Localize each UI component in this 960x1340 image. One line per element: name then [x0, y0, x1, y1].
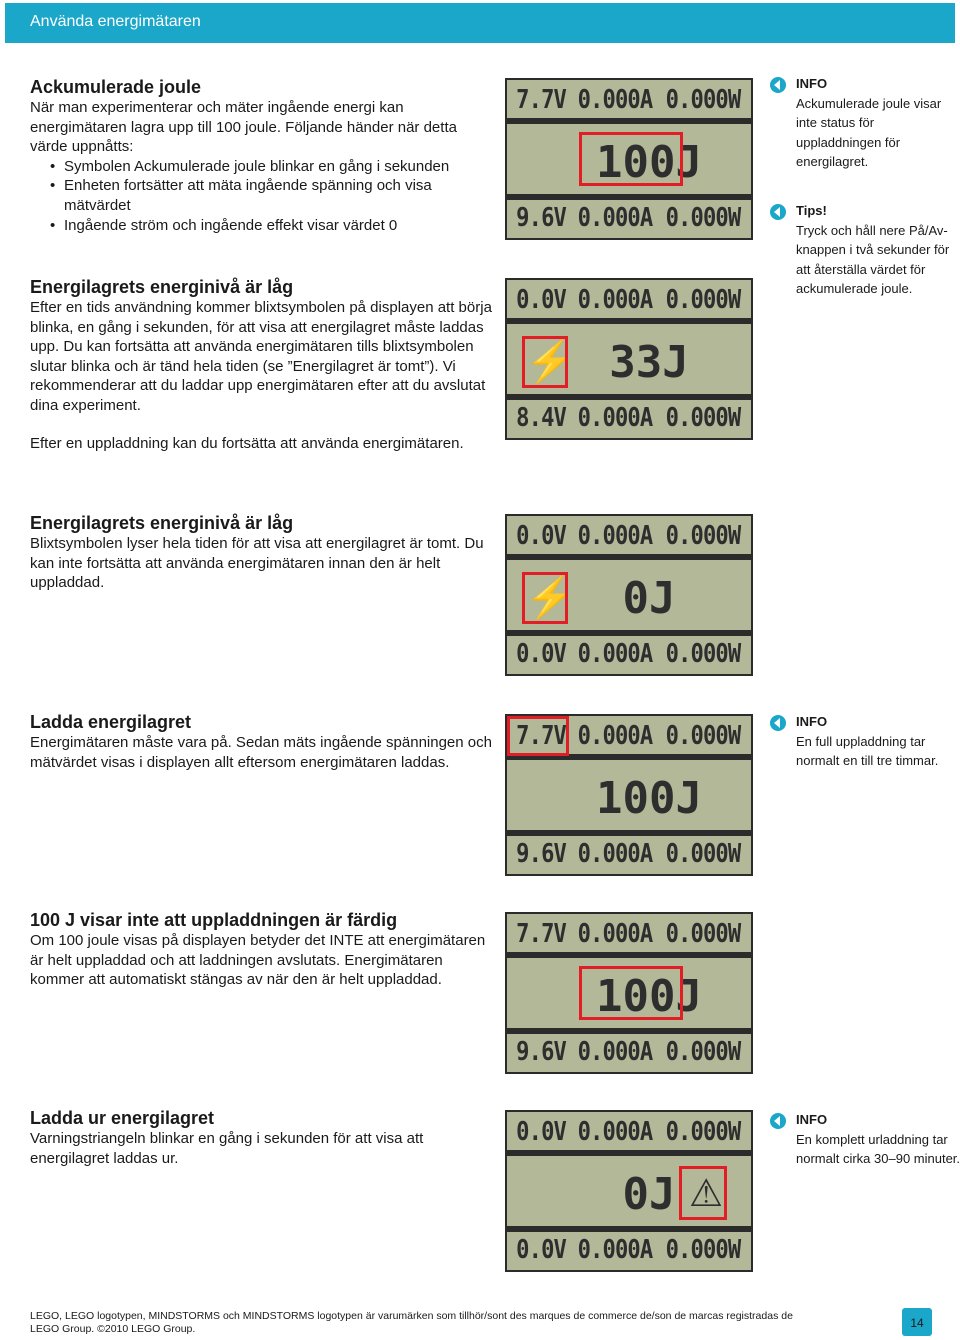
- info-arrow-icon: [769, 1112, 787, 1130]
- footer-legal-text: LEGO, LEGO logotypen, MINDSTORMS och MINDSTORMS logotypen är varumärken som tillhör/sont des marques de commerce de/son de marcas registradas de LEGO Group. ©2010 LEGO Group.: [30, 1310, 793, 1335]
- lightning-icon: ⚡: [525, 576, 575, 620]
- current-readout: 0.000A: [577, 1037, 653, 1067]
- current-readout: 0.000A: [577, 85, 653, 115]
- highlight-box: [522, 572, 575, 624]
- voltage-readout: 0.0V: [516, 1117, 566, 1147]
- section-accumulated-joule: [30, 76, 495, 235]
- voltage-readout: 0.0V: [516, 639, 566, 669]
- section-heading: Ackumulerade joule: [30, 77, 202, 97]
- sidenote-label: INFO: [796, 76, 828, 91]
- current-readout: 0.000A: [577, 521, 653, 551]
- page-header: [5, 3, 955, 43]
- sidenote-text: En full uppladdning tar normalt en till tre timmar.: [796, 733, 939, 769]
- lcd-top-row: [511, 518, 747, 554]
- lcd-display: [505, 514, 753, 676]
- highlight-box: [679, 1166, 727, 1220]
- lcd-display: [505, 714, 753, 876]
- current-readout: 0.000A: [577, 721, 653, 751]
- section-100j: [30, 909, 495, 990]
- page-number: 14: [902, 1308, 932, 1336]
- list-item: • Enheten fortsätter att mäta ingående spänning och visa mätvärdet: [30, 176, 495, 215]
- voltage-readout: 9.6V: [516, 1037, 566, 1067]
- lcd-display: [505, 1110, 753, 1272]
- lcd-bottom-row: [511, 1232, 747, 1268]
- voltage-readout: 7.7V: [516, 721, 566, 751]
- lcd-top-row: [511, 916, 747, 952]
- lcd-bottom-row: [511, 836, 747, 872]
- joule-readout: 100J: [596, 971, 702, 1022]
- sidenote-tips: [796, 201, 960, 299]
- current-readout: 0.000A: [577, 285, 653, 315]
- voltage-readout: 0.0V: [516, 1235, 566, 1265]
- power-readout: 0.000W: [665, 919, 741, 949]
- power-readout: 0.000W: [665, 285, 741, 315]
- list-item: • Ingående ström och ingående effekt visar värdet 0: [30, 216, 495, 236]
- section-text: Blixtsymbolen lyser hela tiden för att visa att energilagret är tomt. Du kan inte fortsätta att använda energimätaren innan den är helt uppladdad.: [30, 535, 484, 592]
- section-text: Om 100 joule visas på displayen betyder det INTE att energimätaren är helt uppladdad och att laddningen avslutats. Energimätaren kommer att automatiskt stängas av när den är helt uppladdad.: [30, 932, 486, 989]
- joule-readout: 100J: [596, 137, 702, 188]
- power-readout: 0.000W: [665, 1235, 741, 1265]
- sidenote-label: INFO: [796, 714, 828, 729]
- sidenote-info-2: [796, 712, 960, 771]
- section-heading: Ladda energilagret: [30, 712, 192, 732]
- lcd-bottom-row: [511, 200, 747, 236]
- power-readout: 0.000W: [665, 639, 741, 669]
- section-heading: 100 J visar inte att uppladdningen är färdig: [30, 910, 398, 930]
- lightning-icon: ⚡: [525, 340, 575, 384]
- voltage-readout: 0.0V: [516, 521, 566, 551]
- highlight-box: [507, 716, 569, 756]
- joule-readout: 0J: [622, 573, 676, 624]
- section-low-energy: [30, 276, 495, 453]
- tips-arrow-icon: [769, 203, 787, 221]
- lcd-bottom-row: [511, 636, 747, 672]
- section-text: Efter en tids användning kommer blixtsymbolen på displayen att börja blinka, en gång i sekunden, för att visa att energilagret måste laddas upp. Du kan fortsätta att använda energimätaren tills blixtsymbolen slutar blinka och är tänd hela tiden (se ”Energilagret är tomt”). Vi rekommenderar att du laddar upp energimätaren efter att du avslutat dina experiment.: [30, 299, 492, 414]
- current-readout: 0.000A: [577, 839, 653, 869]
- header-title: Använda energimätaren: [30, 13, 201, 30]
- power-readout: 0.000W: [665, 839, 741, 869]
- sidenote-info-3: [796, 1110, 960, 1169]
- bullet-list: [30, 157, 495, 235]
- power-readout: 0.000W: [665, 1037, 741, 1067]
- voltage-readout: 0.0V: [516, 285, 566, 315]
- current-readout: 0.000A: [577, 919, 653, 949]
- lcd-display: [505, 78, 753, 240]
- highlight-box: [579, 966, 683, 1020]
- voltage-readout: 7.7V: [516, 919, 566, 949]
- sidenote-label: Tips!: [796, 203, 827, 218]
- current-readout: 0.000A: [577, 403, 653, 433]
- power-readout: 0.000W: [665, 1117, 741, 1147]
- power-readout: 0.000W: [665, 521, 741, 551]
- lcd-top-row: [511, 1114, 747, 1150]
- current-readout: 0.000A: [577, 203, 653, 233]
- warning-icon: ⚠: [688, 1173, 724, 1215]
- voltage-readout: 8.4V: [516, 403, 566, 433]
- voltage-readout: 7.7V: [516, 85, 566, 115]
- voltage-readout: 9.6V: [516, 839, 566, 869]
- current-readout: 0.000A: [577, 639, 653, 669]
- section-text: Varningstriangeln blinkar en gång i sekunden för att visa att energilagret laddas ur.: [30, 1130, 424, 1167]
- power-readout: 0.000W: [665, 403, 741, 433]
- power-readout: 0.000W: [665, 203, 741, 233]
- joule-readout: 0J: [622, 1169, 676, 1220]
- lcd-display: [505, 912, 753, 1074]
- section-heading: Ladda ur energilagret: [30, 1108, 215, 1128]
- voltage-readout: 9.6V: [516, 203, 566, 233]
- current-readout: 0.000A: [577, 1117, 653, 1147]
- current-readout: 0.000A: [577, 1235, 653, 1265]
- section-heading: Energilagrets energinivå är låg: [30, 277, 294, 297]
- info-arrow-icon: [769, 714, 787, 732]
- highlight-box: [579, 132, 683, 186]
- sidenote-text: En komplett urladdning tar normalt cirka 30–90 minuter.: [796, 1131, 960, 1167]
- lcd-bottom-row: [511, 400, 747, 436]
- lcd-top-row: [511, 282, 747, 318]
- section-text: Energimätaren måste vara på. Sedan mäts ingående spänningen och mätvärdet visas i displayen allt eftersom energimätaren laddas.: [30, 734, 492, 771]
- section-discharge: [30, 1107, 495, 1168]
- power-readout: 0.000W: [665, 721, 741, 751]
- lcd-top-row: [511, 82, 747, 118]
- highlight-box: [522, 336, 575, 388]
- section-charge: [30, 711, 495, 772]
- section-text: När man experimenterar och mäter ingående energi kan energimätaren lagra upp till 100 joule. Följande händer när detta värde uppnåtts:: [30, 99, 457, 156]
- list-item: • Symbolen Ackumulerade joule blinkar en gång i sekunden: [30, 157, 495, 177]
- sidenote-text: Ackumulerade joule visar inte status för uppladdningen för energilagret.: [796, 95, 942, 170]
- sidenote-text: Tryck och håll nere På/Av-knappen i två sekunder för att återställa värdet för ackumulerade joule.: [796, 222, 950, 297]
- lcd-display: [505, 278, 753, 440]
- section-empty-storage: [30, 512, 495, 593]
- power-readout: 0.000W: [665, 85, 741, 115]
- joule-readout: 100J: [596, 773, 702, 824]
- sidenote-label: INFO: [796, 1112, 828, 1127]
- section-text-2: Efter en uppladdning kan du fortsätta att använda energimätaren.: [30, 434, 464, 452]
- lcd-bottom-row: [511, 1034, 747, 1070]
- section-heading: Energilagrets energinivå är låg: [30, 513, 294, 533]
- info-arrow-icon: [769, 76, 787, 94]
- joule-readout: 33J: [609, 337, 689, 388]
- sidenote-info-1: [796, 74, 960, 172]
